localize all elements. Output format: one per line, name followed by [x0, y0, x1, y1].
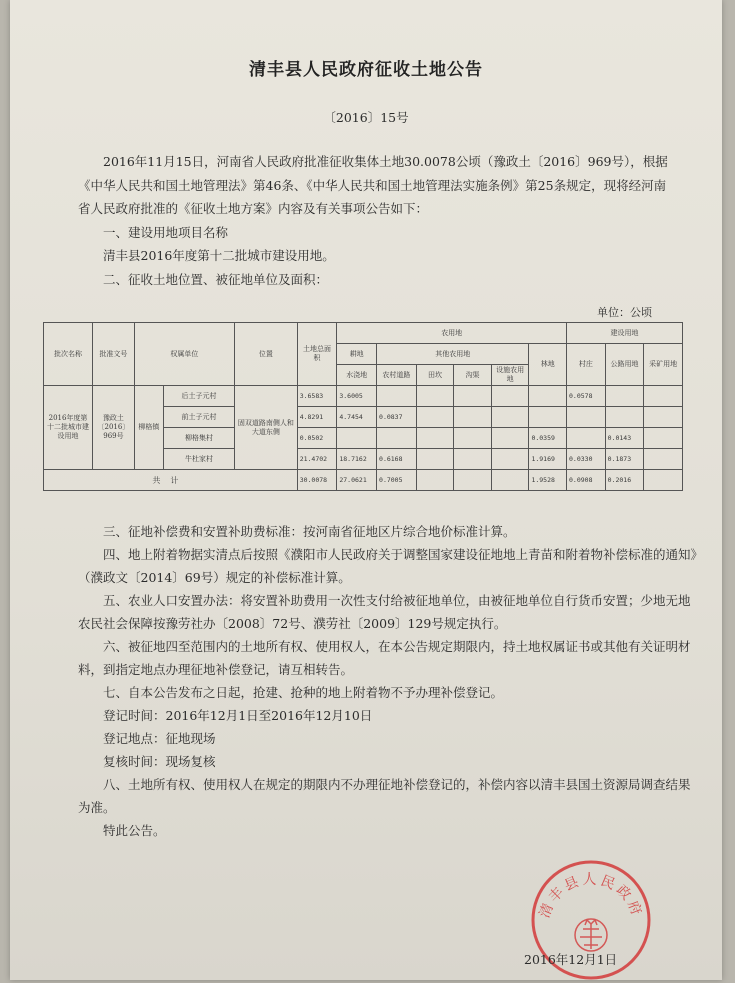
road-land-cell: 0.2016: [605, 470, 644, 491]
col-header-mining: 采矿用地: [644, 344, 683, 386]
unit-label: 单位：公顷: [597, 306, 652, 319]
section-8: 八、土地所有权、使用权人在规定的期限内不办理征地补偿登记的，补偿内容以清丰县国土资源局调查结果为准。: [78, 777, 691, 815]
total-cell: 30.0078: [297, 470, 337, 491]
col-header-farmland: 农用地: [337, 323, 567, 344]
village-cell: 柳格集村: [164, 428, 235, 449]
irrigated-cell: 4.7454: [337, 407, 377, 428]
section-1-heading: 一、建设用地项目名称: [103, 224, 229, 240]
town-cell: 柳格镇: [134, 386, 163, 470]
section-7: 七、自本公告发布之日起，抢建、抢种的地上附着物不予办理补偿登记。: [103, 685, 504, 700]
section-2-heading: 二、征收土地位置、被征地单位及面积：: [103, 271, 329, 287]
closing-text: 特此公告。: [103, 823, 166, 838]
road-land-cell: 0.1873: [605, 449, 644, 470]
col-header-approval: 批准文号: [93, 323, 135, 386]
village-land-cell: [567, 428, 606, 449]
col-header-rural-road: 农村道路: [377, 365, 417, 386]
batch-cell: 2016年度第十二批城市建设用地: [44, 386, 93, 470]
col-header-road: 公路用地: [605, 344, 644, 386]
village-land-cell: 0.0578: [567, 386, 606, 407]
land-table: [43, 322, 683, 491]
rural-road-cell: [377, 386, 417, 407]
total-cell: 0.0502: [297, 428, 337, 449]
village-land-cell: 0.0330: [567, 449, 606, 470]
seal-text: 清丰县人民政府: [536, 872, 646, 921]
col-header-batch: 批次名称: [44, 323, 93, 386]
section-1-body: 清丰县2016年度第十二批城市建设用地。: [103, 248, 335, 263]
svg-text:清丰县人民政府: [537, 872, 645, 920]
village-cell: 前土子元村: [164, 407, 235, 428]
irrigated-cell: [337, 428, 377, 449]
section-3: 三、征地补偿费和安置补助费标准：按河南省征地区片综合地价标准计算。: [103, 524, 516, 539]
notice-sections: [78, 520, 698, 842]
village-cell: 牛杜家村: [164, 449, 235, 470]
col-header-construction: 建设用地: [567, 323, 683, 344]
rural-road-cell: 0.7005: [377, 470, 417, 491]
road-land-cell: [605, 407, 644, 428]
notice-page: [10, 0, 722, 980]
emblem-icon: [575, 919, 607, 951]
forest-cell: [529, 407, 567, 428]
col-header-forest: 林地: [529, 344, 567, 386]
forest-cell: 1.9528: [529, 470, 567, 491]
document-number: 〔2016〕15号: [323, 110, 409, 125]
total-cell: 3.6583: [297, 386, 337, 407]
rural-road-cell: 0.0837: [377, 407, 417, 428]
approval-cell: 豫政土〔2016〕969号: [93, 386, 135, 470]
irrigated-cell: 18.7162: [337, 449, 377, 470]
rural-road-cell: 0.6168: [377, 449, 417, 470]
total-label: 共计: [44, 470, 298, 491]
forest-cell: 1.9169: [529, 449, 567, 470]
page-title: 清丰县人民政府征收土地公告: [249, 60, 483, 80]
col-header-village: 村庄: [567, 344, 606, 386]
registration-place: 登记地点：征地现场: [103, 731, 216, 746]
rural-road-cell: [377, 428, 417, 449]
intro-paragraph: 2016年11月15日，河南省人民政府批准征收集体土地30.0078公顷（豫政土〔2016〕969号），根据《中华人民共和国土地管理法》第46条、《中华人民共和国土地管理法实施条例》第25条规定，现将经河南省人民政府批准的《征收土地方案》内容及有关事项公告如下：: [78, 154, 668, 216]
forest-cell: [529, 386, 567, 407]
registration-time: 登记时间：2016年12月1日至2016年12月10日: [103, 708, 373, 723]
intro-section: [78, 150, 678, 291]
col-header-irrigated: 水浇地: [337, 365, 377, 386]
col-header-arable: 耕地: [337, 344, 377, 365]
location-cell: 固双道路南侧人和大道东侧: [235, 386, 298, 470]
col-header-other-farm: 其他农用地: [377, 344, 529, 365]
review-time: 复核时间：现场复核: [103, 754, 216, 769]
total-cell: 4.8291: [297, 407, 337, 428]
section-6: 六、被征地四至范围内的土地所有权、使用权人，在本公告规定期限内，持土地权属证书或其他有关证明材料，到指定地点办理征地补偿登记，请互相转告。: [78, 639, 691, 677]
col-header-location: 位置: [235, 323, 298, 386]
forest-cell: 0.0359: [529, 428, 567, 449]
table-total-row: [44, 470, 683, 491]
section-4: 四、地上附着物据实清点后按照《濮阳市人民政府关于调整国家建设征地地上青苗和附着物补偿标准的通知》（濮政文〔2014〕69号）规定的补偿标准计算。: [78, 547, 697, 585]
road-land-cell: [605, 386, 644, 407]
irrigated-cell: 27.0621: [337, 470, 377, 491]
table-row: [44, 386, 683, 407]
village-land-cell: 0.0908: [567, 470, 606, 491]
col-header-facility: 设施农用地: [491, 365, 529, 386]
col-header-ridge: 田坎: [416, 365, 454, 386]
col-header-ditch: 沟渠: [454, 365, 492, 386]
total-cell: 21.4702: [297, 449, 337, 470]
irrigated-cell: 3.6005: [337, 386, 377, 407]
village-cell: 后土子元村: [164, 386, 235, 407]
col-header-total: 土地总面积: [297, 323, 337, 386]
road-land-cell: 0.0143: [605, 428, 644, 449]
section-5: 五、农业人口安置办法：将安置补助费用一次性支付给被征地单位，由被征地单位自行货币安置；少地无地农民社会保障按豫劳社办〔2008〕72号、濮劳社〔2009〕129号规定执行。: [78, 593, 691, 631]
col-header-owner: 权属单位: [134, 323, 234, 386]
village-land-cell: [567, 407, 606, 428]
issue-date: 2016年12月1日: [524, 952, 618, 967]
